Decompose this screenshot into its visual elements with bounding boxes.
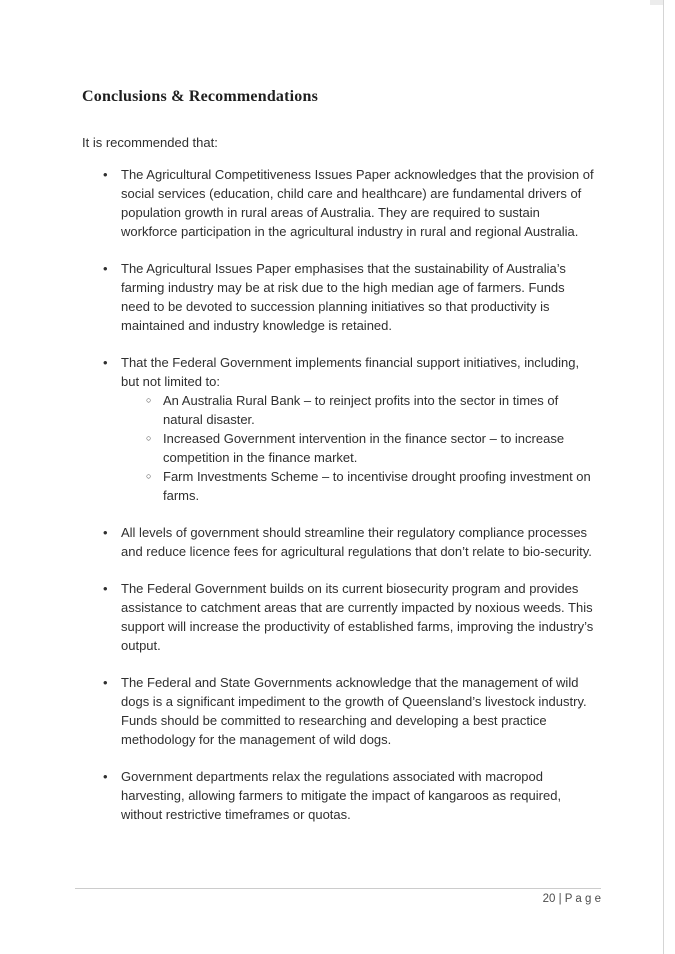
- sub-bullet-icon: ○: [146, 433, 152, 443]
- list-item: [82, 523, 596, 561]
- list-item: [82, 165, 596, 241]
- sub-bullet-icon: ○: [146, 471, 152, 481]
- bullet-icon: •: [103, 581, 108, 596]
- sub-bullet-text: An Australia Rural Bank – to reinject profits into the sector in times of natural disaster.: [163, 393, 559, 427]
- page-footer: [75, 888, 601, 905]
- bullet-icon: •: [103, 525, 108, 540]
- scan-artifact: [650, 0, 664, 5]
- bullet-text: The Federal Government builds on its current biosecurity program and provides assistance to catchment areas that are currently impacted by noxious weeds. This support will increase the productivity of established farms, improving the industry’s output.: [121, 581, 594, 653]
- list-item: [121, 467, 596, 505]
- bullet-text-lead: That the Federal Government implements financial support initiatives, including, but not limited to:: [121, 355, 580, 389]
- bullet-icon: •: [103, 769, 108, 784]
- bullet-text: The Agricultural Issues Paper emphasises that the sustainability of Australia’s farming industry may be at risk due to the high median age of farmers. Funds need to be devoted to succession planning initiatives so that productivity is maintained and industry knowledge is retained.: [121, 261, 566, 333]
- list-item: [82, 673, 596, 749]
- bullet-text: All levels of government should streamline their regulatory compliance processes and reduce licence fees for agricultural regulations that don’t relate to bio-security.: [121, 525, 592, 559]
- bullet-icon: •: [103, 167, 108, 182]
- bullet-text: [121, 353, 596, 505]
- list-item: [82, 579, 596, 655]
- bullet-text: The Federal and State Governments acknowledge that the management of wild dogs is a significant impediment to the growth of Queensland’s livestock industry. Funds should be committed to researching and developing a best practice methodology for the management of wild dogs.: [121, 675, 587, 747]
- bullet-text: Government departments relax the regulations associated with macropod harvesting, allowing farmers to mitigate the impact of kangaroos as required, without restrictive timeframes or quotas.: [121, 769, 562, 822]
- bullet-list: [82, 165, 596, 824]
- list-item: [82, 353, 596, 505]
- bullet-icon: •: [103, 261, 108, 276]
- bullet-icon: •: [103, 355, 108, 370]
- list-item: [121, 391, 596, 429]
- page-edge-line: [663, 0, 664, 954]
- sub-bullet-list: [121, 391, 596, 505]
- list-item: [82, 259, 596, 335]
- list-item: [121, 429, 596, 467]
- sub-bullet-text: Increased Government intervention in the finance sector – to increase competition in the finance market.: [163, 431, 565, 465]
- bullet-text: The Agricultural Competitiveness Issues Paper acknowledges that the provision of social services (education, child care and healthcare) are fundamental drivers of population growth in rural areas of Australia. They are required to sustain workforce participation in the agricultural industry in rural and regional Australia.: [121, 167, 594, 239]
- bullet-icon: •: [103, 675, 108, 690]
- sub-bullet-icon: ○: [146, 395, 152, 405]
- sub-bullet-text: Farm Investments Scheme – to incentivise drought proofing investment on farms.: [163, 469, 591, 503]
- intro-text: It is recommended that:: [82, 135, 218, 150]
- page-content: [82, 88, 596, 824]
- list-item: [82, 767, 596, 824]
- page-title: Conclusions & Recommendations: [82, 88, 319, 105]
- page-number: 20 | P a g e: [542, 893, 601, 905]
